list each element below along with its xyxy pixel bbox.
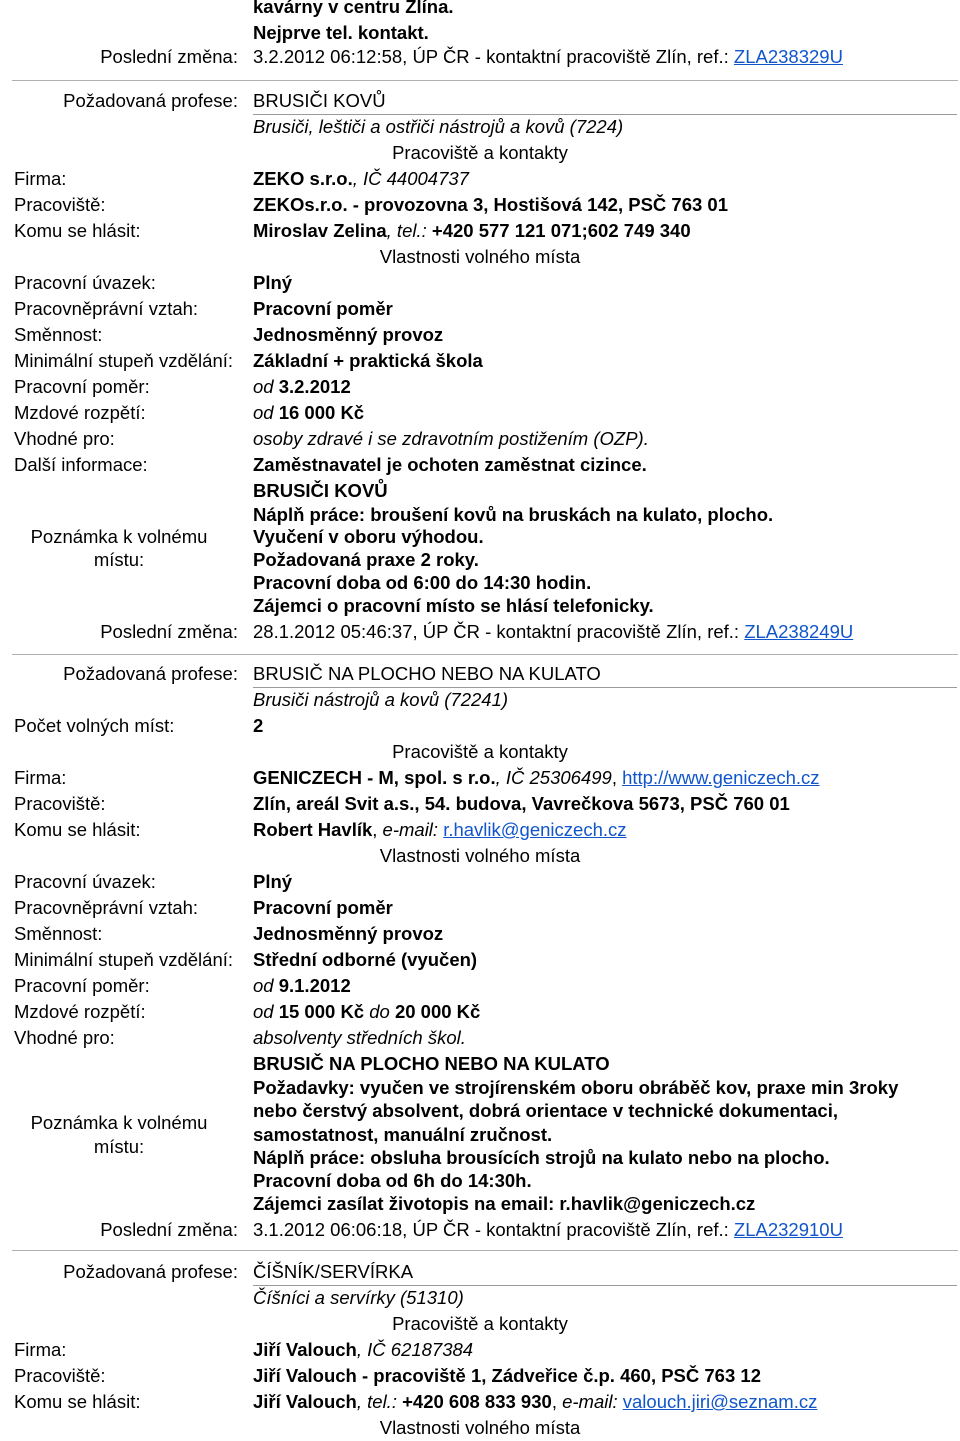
job1-ref-link[interactable]: ZLA238249U	[744, 621, 854, 642]
job1-relation-row: Pracovněprávní vztah: Pracovní poměr	[14, 298, 393, 319]
job1-properties-title: Vlastnosti volného místa	[379, 246, 581, 267]
job2-last-change-row: Poslední změna: 3.1.2012 06:06:18, ÚP ČR - kontaktní pracoviště Zlín, ref.: ZLA232910U	[100, 1219, 843, 1240]
job2-properties-title: Vlastnosti volného místa	[379, 845, 581, 866]
job3-profession-row: Požadovaná profese: ČÍŠNÍK/SERVÍRKA	[0, 1259, 960, 1285]
separator	[12, 1250, 958, 1251]
job2-workplace-contacts-title: Pracoviště a kontakty	[392, 741, 568, 762]
job1-education-row: Minimální stupeň vzdělání: Základní + praktická škola	[14, 350, 483, 371]
job3-firm-row: Firma: Jiří Valouch, IČ 62187384	[14, 1339, 474, 1360]
job1-contact-row: Komu se hlásit: Miroslav Zelina, tel.: +420 577 121 071;602 749 340	[14, 220, 691, 241]
job2-note-line-2: Požadavky: vyučen ve strojírenském oboru obráběč kov, praxe min 3roky	[253, 1077, 899, 1098]
job1-profession-row: Požadovaná profese: BRUSIČI KOVŮ	[0, 88, 960, 114]
job3-category-row: Číšníci a servírky (51310)	[253, 1287, 464, 1308]
job2-relation-row: Pracovněprávní vztah: Pracovní poměr	[14, 897, 393, 918]
job3-profession: ČÍŠNÍK/SERVÍRKA	[253, 1259, 957, 1286]
job3-workplace-row: Pracoviště: Jiří Valouch - pracoviště 1, Zádveřice č.p. 460, PSČ 763 12	[14, 1365, 761, 1386]
separator	[12, 80, 958, 81]
job1-workplace-row: Pracoviště: ZEKOs.r.o. - provozovna 3, Hostišová 142, PSČ 763 01	[14, 194, 729, 215]
job2-salary-row: Mzdové rozpětí: od 15 000 Kč do 20 000 Kč	[14, 1001, 481, 1022]
job2-contact-row: Komu se hlásit: Robert Havlík, e-mail: r.havlik@geniczech.cz	[14, 819, 627, 840]
job2-note-line-6: Pracovní doba od 6h do 14:30h.	[253, 1170, 532, 1191]
job3-contact-row: Komu se hlásit: Jiří Valouch, tel.: +420 608 833 930, e-mail: valouch.jiri@seznam.cz	[14, 1391, 818, 1412]
job1-note-line-1: BRUSIČI KOVŮ	[253, 480, 388, 501]
job2-note-label-1: Poznámka k volnému	[30, 1112, 208, 1133]
job1-last-change-row: Poslední změna: 28.1.2012 05:46:37, ÚP ČR - kontaktní pracoviště Zlín, ref.: ZLA238249U	[100, 621, 854, 642]
job2-web-link[interactable]: http://www.geniczech.cz	[622, 767, 820, 788]
job2-profession-row: Požadovaná profese: BRUSIČ NA PLOCHO NEBO NA KULATO	[0, 661, 960, 687]
job2-note-line-4: samostatnost, manuální zručnost.	[253, 1124, 553, 1145]
job2-firm-row: Firma: GENICZECH - M, spol. s r.o., IČ 25306499, http://www.geniczech.cz	[14, 767, 820, 788]
job2-email-link[interactable]: r.havlik@geniczech.cz	[443, 819, 627, 840]
job2-employment-row: Pracovní poměr: od 9.1.2012	[14, 975, 351, 996]
job2-workplace-row: Pracoviště: Zlín, areál Svit a.s., 54. budova, Vavrečkova 5673, PSČ 760 01	[14, 793, 790, 814]
job2-count-row: Počet volných míst: 2	[14, 715, 264, 736]
separator	[12, 654, 958, 655]
job1-suitable-row: Vhodné pro: osoby zdravé i se zdravotním postižením (OZP).	[14, 428, 649, 449]
prev-last-change-row: Poslední změna: 3.2.2012 06:12:58, ÚP ČR - kontaktní pracoviště Zlín, ref.: ZLA238329U	[100, 46, 843, 67]
job3-workplace-contacts-title: Pracoviště a kontakty	[392, 1313, 568, 1334]
job1-workplace-contacts-title: Pracoviště a kontakty	[392, 142, 568, 163]
job2-workload-row: Pracovní úvazek: Plný	[14, 871, 293, 892]
job1-note-line-2: Náplň práce: broušení kovů na bruskách na kulato, plocho.	[253, 504, 774, 525]
job1-note-line-3: Poznámka k volnému Vyučení v oboru výhodou.	[30, 526, 484, 547]
job1-category-row: Brusiči, leštiči a ostřiči nástrojů a kovů (7224)	[253, 116, 624, 137]
job3-properties-title: Vlastnosti volného místa	[379, 1417, 581, 1438]
job2-category-row: Brusiči nástrojů a kovů (72241)	[253, 689, 509, 710]
job1-workload-row: Pracovní úvazek: Plný	[14, 272, 293, 293]
prev-note-line-2: Nejprve tel. kontakt.	[253, 22, 429, 43]
job2-ref-link[interactable]: ZLA232910U	[733, 1219, 843, 1240]
prev-note-line-1: kavárny v centru Zlína.	[253, 0, 454, 17]
job1-note-line-4: místu: Požadovaná praxe 2 roky.	[93, 549, 479, 570]
job2-shift-row: Směnnost: Jednosměnný provoz	[14, 923, 444, 944]
job2-note-line-3: nebo čerstvý absolvent, dobrá orientace v technické dokumentaci,	[253, 1100, 838, 1121]
job2-suitable-row: Vhodné pro: absolventy středních škol.	[14, 1027, 466, 1048]
job2-education-row: Minimální stupeň vzdělání: Střední odborné (vyučen)	[14, 949, 478, 970]
job1-firm-row: Firma: ZEKO s.r.o., IČ 44004737	[14, 168, 469, 189]
job2-note-label-2: místu:	[93, 1136, 145, 1157]
job2-note-line-5: Náplň práce: obsluha brousících strojů na kulato nebo na plocho.	[253, 1147, 830, 1168]
job3-email-link[interactable]: valouch.jiri@seznam.cz	[622, 1391, 818, 1412]
job1-info-row: Další informace: Zaměstnavatel je ochoten zaměstnat cizince.	[14, 454, 647, 475]
job2-note-line-1: BRUSIČ NA PLOCHO NEBO NA KULATO	[253, 1053, 610, 1074]
prev-ref-link[interactable]: ZLA238329U	[733, 46, 843, 67]
job2-note-line-7: Zájemci zasílat životopis na email: r.havlik@geniczech.cz	[253, 1193, 756, 1214]
job1-note-line-5: Pracovní doba od 6:00 do 14:30 hodin.	[253, 572, 592, 593]
job1-employment-row: Pracovní poměr: od 3.2.2012	[14, 376, 351, 397]
job1-note-line-6: Zájemci o pracovní místo se hlásí telefonicky.	[253, 595, 654, 616]
job1-salary-row: Mzdové rozpětí: od 16 000 Kč	[14, 402, 365, 423]
job1-shift-row: Směnnost: Jednosměnný provoz	[14, 324, 444, 345]
job2-profession: BRUSIČ NA PLOCHO NEBO NA KULATO	[253, 661, 957, 688]
job1-profession: BRUSIČI KOVŮ	[253, 88, 957, 115]
